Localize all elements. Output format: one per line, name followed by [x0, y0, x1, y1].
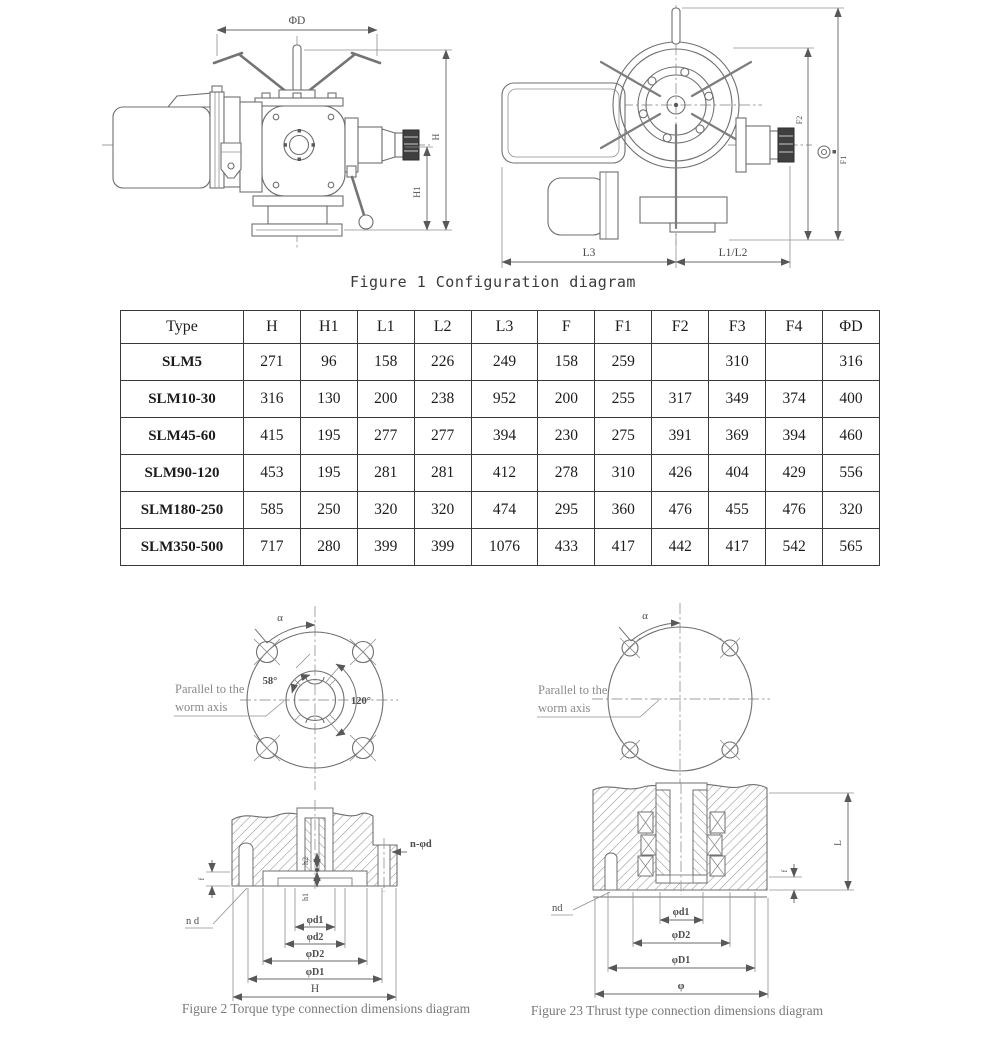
value-cell: 542 — [766, 529, 823, 566]
type-cell: SLM90-120 — [121, 455, 244, 492]
angle-dimension — [619, 610, 680, 641]
value-cell: 316 — [243, 381, 300, 418]
dim-label-n-phid: n-φd — [410, 839, 432, 850]
value-cell: 130 — [300, 381, 357, 418]
value-cell: 417 — [595, 529, 652, 566]
body-section — [593, 783, 767, 897]
value-cell: 391 — [652, 418, 709, 455]
value-cell: 249 — [471, 344, 538, 381]
dim-label-D2: φD2 — [305, 949, 325, 960]
diameter-chain-dimensions — [595, 892, 768, 998]
connector-box — [221, 143, 241, 178]
dim-label-h1: h1 — [301, 893, 310, 901]
value-cell: 394 — [471, 418, 538, 455]
dim-label-l1l2: L1/L2 — [718, 247, 748, 259]
value-cell: 310 — [595, 455, 652, 492]
column-header: F4 — [766, 311, 823, 344]
note-line1: Parallel to the — [175, 682, 245, 696]
value-cell: 226 — [414, 344, 471, 381]
value-cell: 158 — [538, 344, 595, 381]
value-cell: 317 — [652, 381, 709, 418]
figure23-section-drawing — [545, 780, 890, 1002]
figure1-caption: Figure 1 Configuration diagram — [350, 273, 636, 291]
value-cell: 255 — [595, 381, 652, 418]
figure1-top-view-drawing — [480, 0, 880, 270]
value-cell: 250 — [300, 492, 357, 529]
value-cell: 455 — [709, 492, 766, 529]
stud — [239, 843, 253, 886]
value-cell: 281 — [357, 455, 414, 492]
motor — [548, 172, 618, 239]
value-cell: 400 — [823, 381, 880, 418]
type-cell: SLM5 — [121, 344, 244, 381]
value-cell: 230 — [538, 418, 595, 455]
value-cell: 404 — [709, 455, 766, 492]
dim-label-f1: F1 — [839, 155, 848, 165]
value-cell: 195 — [300, 455, 357, 492]
value-cell: 369 — [709, 418, 766, 455]
value-cell: 585 — [243, 492, 300, 529]
value-cell: 1076 — [471, 529, 538, 566]
housing — [502, 83, 625, 163]
value-cell: 320 — [823, 492, 880, 529]
column-header: F1 — [595, 311, 652, 344]
dim-label-nd: n d — [186, 916, 200, 927]
dim-label-nd: nd — [552, 903, 563, 914]
value-cell: 238 — [414, 381, 471, 418]
value-cell: 278 — [538, 455, 595, 492]
value-cell: 442 — [652, 529, 709, 566]
value-cell: 96 — [300, 344, 357, 381]
value-cell: 277 — [357, 418, 414, 455]
eyebolt-icon — [818, 146, 830, 158]
value-cell: 271 — [243, 344, 300, 381]
worm-axis-note — [537, 683, 659, 717]
diameter-chain-dimensions — [233, 888, 396, 1001]
dim-label-h2: h2 — [301, 857, 310, 865]
value-cell: 259 — [595, 344, 652, 381]
value-cell: 433 — [538, 529, 595, 566]
value-cell: 453 — [243, 455, 300, 492]
type-cell: SLM180-250 — [121, 492, 244, 529]
dim-label-D2: φD2 — [671, 930, 691, 941]
note-line1: Parallel to the — [538, 683, 608, 697]
value-cell: 200 — [538, 381, 595, 418]
gearbox-body — [255, 93, 345, 196]
figure23-flange-view-drawing — [525, 595, 785, 800]
table-row — [121, 344, 880, 381]
table-row — [121, 418, 880, 455]
dim-label-D1: φD1 — [305, 967, 325, 978]
worm-axis-note — [174, 682, 284, 716]
dim-label-alpha: α — [642, 610, 648, 622]
column-header: F3 — [709, 311, 766, 344]
value-cell: 717 — [243, 529, 300, 566]
dim-label-120: 120° — [351, 696, 371, 707]
value-cell: 320 — [414, 492, 471, 529]
value-cell: 295 — [538, 492, 595, 529]
declutch-lever — [347, 166, 373, 229]
dim-label-L: L — [834, 840, 844, 846]
column-header: L3 — [471, 311, 538, 344]
value-cell: 158 — [357, 344, 414, 381]
figure2-caption: Figure 2 Torque type connection dimensions diagram — [181, 1001, 471, 1016]
value-cell: 412 — [471, 455, 538, 492]
value-cell: 360 — [595, 492, 652, 529]
value-cell — [766, 344, 823, 381]
type-cell: SLM45-60 — [121, 418, 244, 455]
dim-label-phiD: ΦD — [288, 15, 306, 27]
dim-label-l3: L3 — [582, 247, 596, 259]
value-cell: 316 — [823, 344, 880, 381]
body-section — [232, 800, 397, 892]
value-cell: 320 — [357, 492, 414, 529]
note-line2: worm axis — [538, 701, 591, 715]
dim-label-phi: φ — [677, 980, 685, 992]
value-cell: 460 — [823, 418, 880, 455]
value-cell: 399 — [414, 529, 471, 566]
dim-label-f2: F2 — [795, 115, 804, 125]
figure2-flange-view-drawing — [160, 598, 420, 798]
angle-dimensions — [255, 612, 371, 736]
table-row — [121, 455, 880, 492]
value-cell: 426 — [652, 455, 709, 492]
dim-label-f: f — [197, 877, 206, 881]
dim-label-f: f — [780, 869, 789, 873]
type-cell: SLM350-500 — [121, 529, 244, 566]
type-cell: SLM10-30 — [121, 381, 244, 418]
dim-label-H: H — [310, 983, 320, 995]
value-cell: 474 — [471, 492, 538, 529]
column-header: ΦD — [823, 311, 880, 344]
value-cell: 200 — [357, 381, 414, 418]
output-shaft — [345, 118, 419, 172]
value-cell: 277 — [414, 418, 471, 455]
handwheel — [214, 45, 380, 100]
value-cell: 275 — [595, 418, 652, 455]
value-cell: 195 — [300, 418, 357, 455]
value-cell: 310 — [709, 344, 766, 381]
body-base — [640, 197, 727, 232]
value-cell: 415 — [243, 418, 300, 455]
motor-assembly — [113, 86, 262, 192]
column-header: Type — [121, 311, 244, 344]
column-header: H — [243, 311, 300, 344]
knurled-knob — [403, 130, 419, 160]
table-header-row — [121, 311, 880, 344]
column-header: F — [538, 311, 595, 344]
value-cell: 281 — [414, 455, 471, 492]
value-cell: 417 — [709, 529, 766, 566]
value-cell: 476 — [766, 492, 823, 529]
base-flange — [252, 196, 343, 236]
value-cell: 952 — [471, 381, 538, 418]
column-header: H1 — [300, 311, 357, 344]
knurled-knob — [778, 128, 794, 162]
column-header: F2 — [652, 311, 709, 344]
dim-label-alpha: α — [277, 612, 283, 624]
dim-label-h: H — [432, 133, 442, 141]
dim-label-58: 58° — [262, 676, 278, 687]
table-row — [121, 381, 880, 418]
dimensions-table — [120, 310, 880, 566]
value-cell: 394 — [766, 418, 823, 455]
figure2-section-drawing — [175, 793, 500, 1005]
table-row — [121, 529, 880, 566]
dim-label-d1: φd1 — [672, 907, 690, 918]
value-cell: 280 — [300, 529, 357, 566]
output-shaft-top — [736, 118, 794, 172]
stud — [605, 853, 617, 890]
value-cell: 374 — [766, 381, 823, 418]
note-line2: worm axis — [175, 700, 228, 714]
dim-label-D1: φD1 — [671, 955, 691, 966]
value-cell: 556 — [823, 455, 880, 492]
dim-label-d2: φd2 — [306, 932, 324, 943]
value-cell: 399 — [357, 529, 414, 566]
value-cell: 476 — [652, 492, 709, 529]
table-row — [121, 492, 880, 529]
dim-label-d1: φd1 — [306, 915, 324, 926]
figure1-side-view-drawing — [80, 0, 460, 260]
value-cell: 349 — [709, 381, 766, 418]
value-cell: 565 — [823, 529, 880, 566]
column-header: L2 — [414, 311, 471, 344]
value-cell — [652, 344, 709, 381]
value-cell: 429 — [766, 455, 823, 492]
column-header: L1 — [357, 311, 414, 344]
dim-label-h1: H1 — [413, 186, 423, 198]
figure23-caption: Figure 23 Thrust type connection dimensions diagram — [530, 1003, 824, 1018]
